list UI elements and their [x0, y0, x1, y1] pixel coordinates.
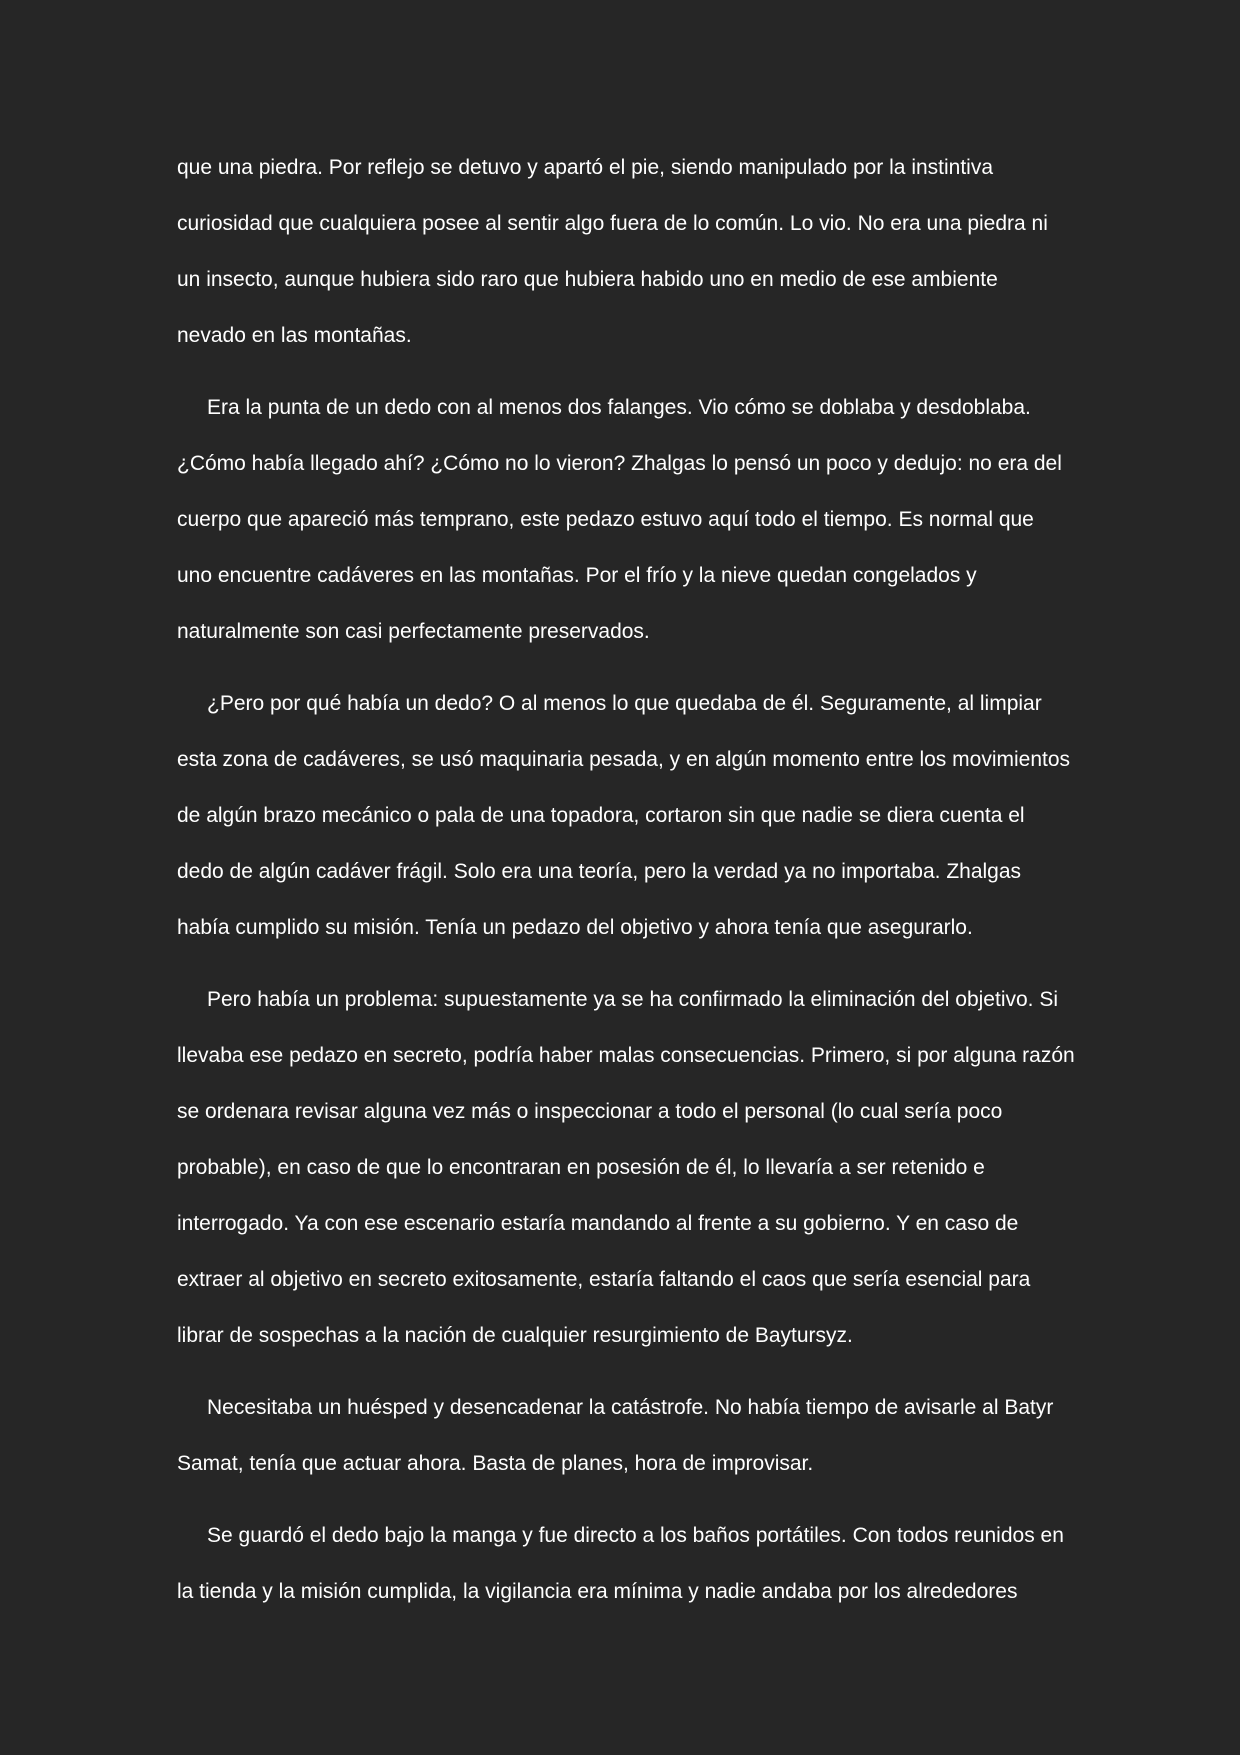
text-line: que una piedra. Por reflejo se detuvo y apartó el pie, siendo manipulado por la instintiva	[177, 156, 994, 179]
text-line: dedo de algún cadáver frágil. Solo era una teoría, pero la verdad ya no importaba. Zhalgas	[177, 860, 1022, 883]
text-line: uno encuentre cadáveres en las montañas. Por el frío y la nieve quedan congelados y	[177, 564, 977, 587]
text-line: curiosidad que cualquiera posee al sentir algo fuera de lo común. Lo vio. No era una piedra ni	[177, 212, 1048, 235]
text-line: llevaba ese pedazo en secreto, podría haber malas consecuencias. Primero, si por alguna razón	[177, 1044, 1075, 1067]
document-body	[177, 140, 1077, 1636]
text-line: ¿Pero por qué había un dedo? O al menos lo que quedaba de él. Seguramente, al limpiar	[207, 692, 1042, 715]
text-line: nevado en las montañas.	[177, 324, 412, 347]
text-line: cuerpo que apareció más temprano, este pedazo estuvo aquí todo el tiempo. Es normal que	[177, 508, 1034, 531]
paragraph	[177, 140, 1077, 364]
text-line: Necesitaba un huésped y desencadenar la catástrofe. No había tiempo de avisarle al Batyr	[207, 1396, 1054, 1419]
paragraph	[177, 1508, 1077, 1620]
text-line: se ordenara revisar alguna vez más o inspeccionar a todo el personal (lo cual sería poco	[177, 1100, 1003, 1123]
text-line: Se guardó el dedo bajo la manga y fue directo a los baños portátiles. Con todos reunidos en	[207, 1524, 1064, 1547]
text-line: naturalmente son casi perfectamente preservados.	[177, 620, 650, 643]
text-line: había cumplido su misión. Tenía un pedazo del objetivo y ahora tenía que asegurarlo.	[177, 916, 973, 939]
text-line: librar de sospechas a la nación de cualquier resurgimiento de Baytursyz.	[177, 1324, 853, 1347]
paragraph	[177, 972, 1077, 1364]
text-line: Era la punta de un dedo con al menos dos falanges. Vio cómo se doblaba y desdoblaba.	[207, 396, 1031, 419]
text-line: extraer al objetivo en secreto exitosamente, estaría faltando el caos que sería esencial para	[177, 1268, 1031, 1291]
text-line: Pero había un problema: supuestamente ya se ha confirmado la eliminación del objetivo. Si	[207, 988, 1059, 1011]
paragraph	[177, 380, 1077, 660]
text-line: ¿Cómo había llegado ahí? ¿Cómo no lo vieron? Zhalgas lo pensó un poco y dedujo: no era del	[177, 452, 1062, 475]
text-line: esta zona de cadáveres, se usó maquinaria pesada, y en algún momento entre los movimientos	[177, 748, 1071, 771]
text-line: Samat, tenía que actuar ahora. Basta de planes, hora de improvisar.	[177, 1452, 814, 1475]
paragraph	[177, 1380, 1077, 1492]
text-line: interrogado. Ya con ese escenario estaría mandando al frente a su gobierno. Y en caso de	[177, 1212, 1019, 1235]
text-line: la tienda y la misión cumplida, la vigilancia era mínima y nadie andaba por los alrededores	[177, 1580, 1018, 1603]
text-line: de algún brazo mecánico o pala de una topadora, cortaron sin que nadie se diera cuenta el	[177, 804, 1025, 827]
text-line: un insecto, aunque hubiera sido raro que hubiera habido uno en medio de ese ambiente	[177, 268, 998, 291]
paragraph	[177, 676, 1077, 956]
text-line: probable), en caso de que lo encontraran en posesión de él, lo llevaría a ser retenido e	[177, 1156, 985, 1179]
